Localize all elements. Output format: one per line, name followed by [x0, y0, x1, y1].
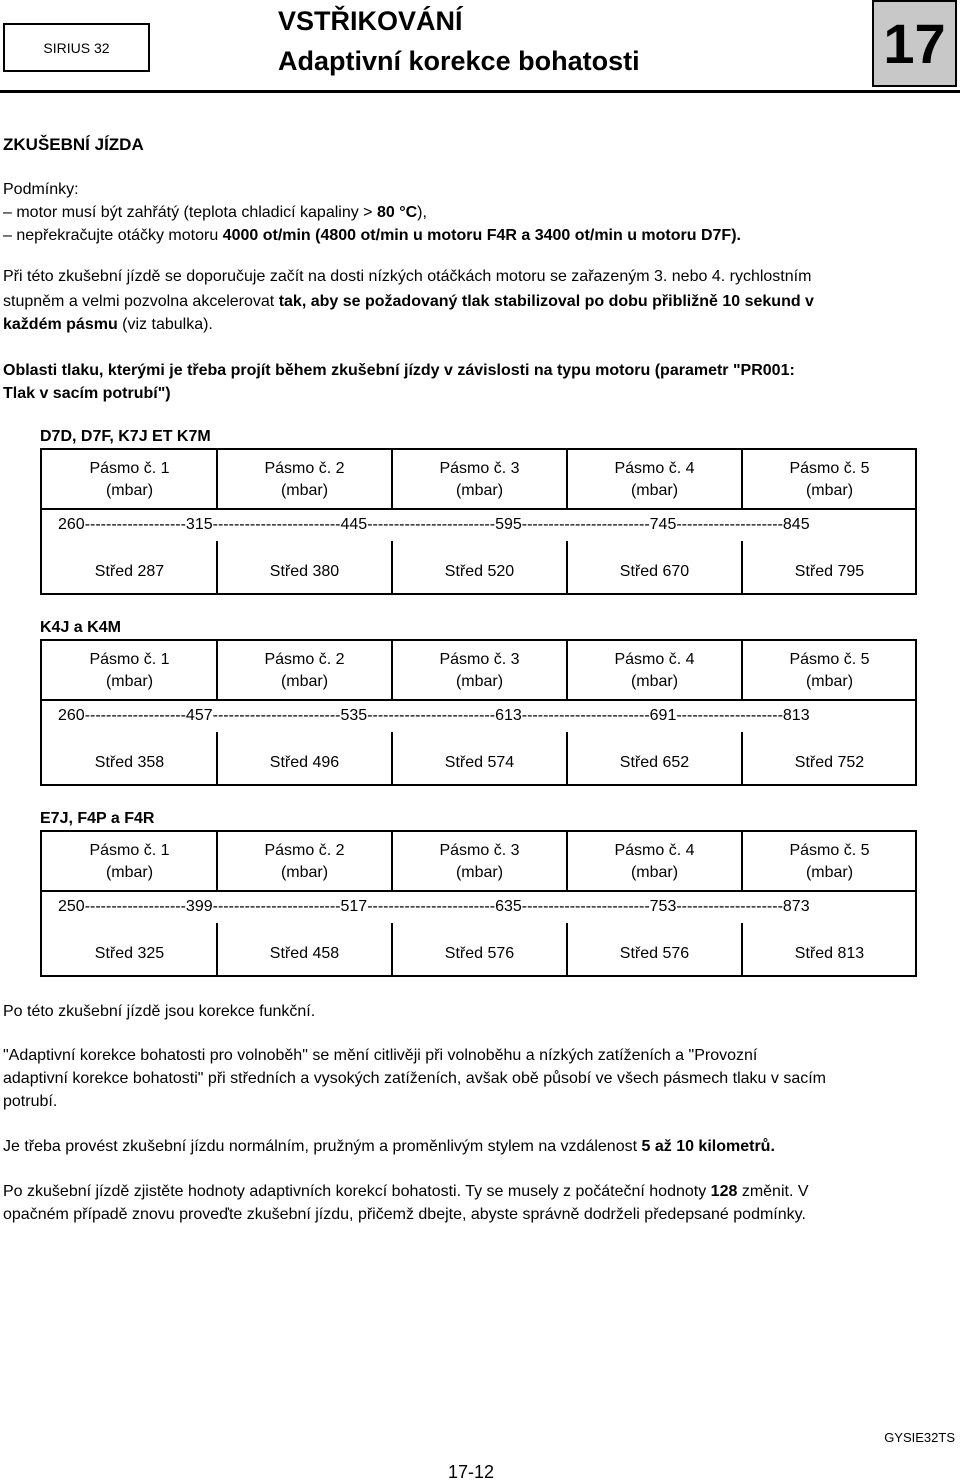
footer-code: GYSIE32TS	[884, 1430, 955, 1445]
conditions-label: Podmínky:	[3, 181, 79, 198]
table1-title: D7D, D7F, K7J ET K7M	[40, 428, 211, 445]
para1-line1: Při této zkušební jízdě se doporučuje začít na dosti nízkých otáčkách motoru se zařazeným 3. nebo 4. rychlostním	[3, 268, 812, 285]
band-4-cell	[567, 840, 742, 884]
condition-1	[3, 202, 427, 224]
after-para2-line3: potrubí.	[3, 1093, 58, 1110]
condition-1-end: ),	[417, 204, 427, 221]
center-row	[42, 923, 915, 975]
chapter-number-box	[872, 0, 957, 87]
after-para4-line2: opačném případě znovu proveďte zkušební jízdu, přičemž dbejte, abyste správně dodrželi předepsané podmínky.	[3, 1206, 806, 1223]
pressure-table-2	[40, 639, 917, 786]
band-unit: (mbar)	[630, 482, 679, 499]
band-unit: (mbar)	[280, 482, 329, 499]
band-unit: (mbar)	[105, 864, 154, 881]
band-2-cell	[217, 458, 392, 502]
condition-2-value: 4000 ot/min (4800 ot/min u motoru F4R a 3400 ot/min u motoru D7F).	[222, 227, 741, 244]
para2-line1: Oblasti tlaku, kterými je třeba projít během zkušební jízdy v závislosti na typu motoru (parametr "PR001:	[3, 362, 795, 379]
after-para2-line1: "Adaptivní korekce bohatosti pro volnoběh" se mění citlivěji při volnoběhu a nízkých zatíženích a "Provozní	[3, 1047, 758, 1064]
center-value: Střed 670	[619, 563, 690, 580]
doc-label: SIRIUS 32	[43, 39, 110, 56]
pressure-scale: 260-------------------457------------------------535------------------------613------------------------691--------------------813	[58, 707, 810, 724]
band-1-cell	[42, 840, 217, 884]
band-2-cell	[217, 649, 392, 693]
para1-line2-normal: stupněm a velmi pozvolna akcelerovat	[3, 293, 279, 310]
band-4-cell	[567, 649, 742, 693]
center-row	[42, 541, 915, 593]
band-unit: (mbar)	[455, 673, 504, 690]
center-value: Střed 813	[794, 945, 865, 962]
center-value: Střed 325	[94, 945, 165, 962]
band-unit: (mbar)	[105, 482, 154, 499]
band-label: Pásmo č. 3	[439, 842, 520, 859]
band-label: Pásmo č. 5	[789, 842, 870, 859]
page-subtitle: Adaptivní korekce bohatosti	[278, 46, 640, 76]
band-5-cell	[742, 840, 917, 884]
band-label: Pásmo č. 4	[614, 651, 695, 668]
center-value: Střed 752	[794, 754, 865, 771]
band-3-cell	[392, 649, 567, 693]
page-number: 17-12	[448, 1462, 495, 1482]
center-value: Střed 652	[619, 754, 690, 771]
band-header-row	[42, 641, 915, 701]
center-value: Střed 287	[94, 563, 165, 580]
band-unit: (mbar)	[805, 864, 854, 881]
band-unit: (mbar)	[630, 864, 679, 881]
band-2-cell	[217, 840, 392, 884]
condition-1-text: – motor musí být zahřátý (teplota chladicí kapaliny >	[3, 204, 377, 221]
band-unit: (mbar)	[455, 482, 504, 499]
center-value: Střed 520	[444, 563, 515, 580]
after-para2-line2: adaptivní korekce bohatosti" při středních a vysokých zatíženích, avšak obě působí ve všech pásmech tlaku v sacím	[3, 1070, 826, 1087]
band-4-cell	[567, 458, 742, 502]
center-value: Střed 576	[444, 945, 515, 962]
band-unit: (mbar)	[805, 482, 854, 499]
band-1-cell	[42, 649, 217, 693]
condition-2-text: – nepřekračujte otáčky motoru	[3, 227, 223, 244]
pressure-scale-row	[42, 890, 915, 923]
band-5-cell	[742, 458, 917, 502]
band-5-cell	[742, 649, 917, 693]
para1-line3-bold: každém pásmu	[3, 316, 118, 333]
condition-1-value: 80 °C	[376, 204, 418, 221]
band-label: Pásmo č. 1	[89, 842, 170, 859]
table2-title: K4J a K4M	[40, 619, 121, 636]
band-header-row	[42, 450, 915, 510]
band-label: Pásmo č. 5	[789, 651, 870, 668]
band-label: Pásmo č. 1	[89, 651, 170, 668]
band-label: Pásmo č. 2	[264, 842, 345, 859]
pressure-scale-row	[42, 508, 915, 541]
header-divider	[0, 90, 960, 93]
band-label: Pásmo č. 4	[614, 842, 695, 859]
doc-label-box	[3, 23, 150, 72]
after-para4-bold: 128	[710, 1183, 738, 1200]
band-label: Pásmo č. 2	[264, 460, 345, 477]
band-label: Pásmo č. 1	[89, 460, 170, 477]
band-unit: (mbar)	[105, 673, 154, 690]
after-para4-end: změnit. V	[737, 1183, 809, 1200]
band-header-row	[42, 832, 915, 892]
chapter-number: 17	[883, 12, 946, 75]
after-para4-line1	[3, 1181, 809, 1203]
para1-line2	[3, 291, 814, 313]
table3-title: E7J, F4P a F4R	[40, 810, 155, 827]
center-value: Střed 574	[444, 754, 515, 771]
center-row	[42, 732, 915, 784]
center-value: Střed 496	[269, 754, 340, 771]
page-title: VSTŘIKOVÁNÍ	[278, 6, 463, 36]
after-para4-text: Po zkušební jízdě zjistěte hodnoty adaptivních korekcí bohatosti. Ty se musely z počáteční hodnoty	[3, 1183, 711, 1200]
pressure-scale-row	[42, 699, 915, 732]
after-para3-text: Je třeba provést zkušební jízdu normálním, pružným a proměnlivým stylem na vzdálenost	[3, 1138, 642, 1155]
band-unit: (mbar)	[280, 673, 329, 690]
condition-2	[3, 225, 741, 247]
band-3-cell	[392, 458, 567, 502]
after-para3	[3, 1136, 775, 1158]
after-para3-bold: 5 až 10 kilometrů.	[641, 1138, 775, 1155]
section-title: ZKUŠEBNÍ JÍZDA	[3, 135, 144, 154]
band-1-cell	[42, 458, 217, 502]
center-value: Střed 795	[794, 563, 865, 580]
pressure-table-3	[40, 830, 917, 977]
band-label: Pásmo č. 2	[264, 651, 345, 668]
para1-line2-bold: tak, aby se požadovaný tlak stabilizoval po dobu přibližně 10 sekund v	[278, 293, 814, 310]
pressure-scale: 250-------------------399------------------------517------------------------635------------------------753--------------------873	[58, 898, 810, 915]
center-value: Střed 358	[94, 754, 165, 771]
band-unit: (mbar)	[455, 864, 504, 881]
center-value: Střed 458	[269, 945, 340, 962]
band-unit: (mbar)	[805, 673, 854, 690]
center-value: Střed 576	[619, 945, 690, 962]
band-label: Pásmo č. 3	[439, 651, 520, 668]
pressure-table-1	[40, 448, 917, 595]
band-label: Pásmo č. 5	[789, 460, 870, 477]
after-para1: Po této zkušební jízdě jsou korekce funkční.	[3, 1003, 316, 1020]
para1-line3	[3, 314, 213, 336]
band-3-cell	[392, 840, 567, 884]
band-label: Pásmo č. 4	[614, 460, 695, 477]
band-unit: (mbar)	[280, 864, 329, 881]
para2-line2: Tlak v sacím potrubí")	[3, 385, 171, 402]
band-unit: (mbar)	[630, 673, 679, 690]
para1-line3-normal: (viz tabulka).	[117, 316, 213, 333]
center-value: Střed 380	[269, 563, 340, 580]
pressure-scale: 260-------------------315------------------------445------------------------595------------------------745--------------------845	[58, 516, 810, 533]
band-label: Pásmo č. 3	[439, 460, 520, 477]
